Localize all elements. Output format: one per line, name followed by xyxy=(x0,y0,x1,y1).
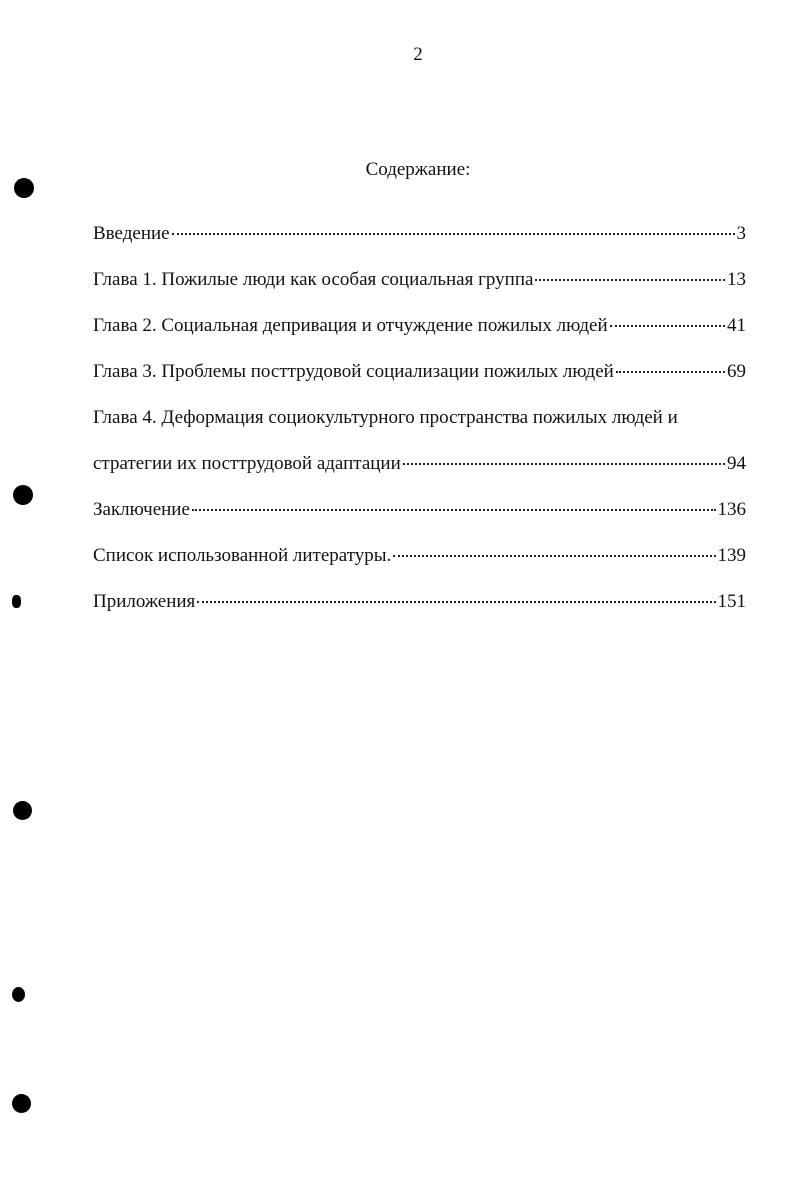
toc-entry-chapter-4 xyxy=(93,452,746,476)
toc-entry-label: Глава 3. Проблемы посттрудовой социализации пожилых людей xyxy=(93,361,614,382)
punch-hole-mark xyxy=(14,178,34,198)
toc-entry-label: Глава 1. Пожилые люди как особая социальная группа xyxy=(93,269,534,290)
dot-leader xyxy=(197,601,715,603)
toc-entry-chapter-2 xyxy=(93,314,746,338)
dot-leader xyxy=(616,371,725,373)
toc-entry-page: 151 xyxy=(717,591,746,612)
toc-entry-page: 139 xyxy=(717,545,746,566)
toc-entry-label: Список использованной литературы. xyxy=(93,545,392,566)
toc-entry-page: 136 xyxy=(717,499,746,520)
punch-hole-mark xyxy=(12,987,25,1002)
toc-entry-page: 3 xyxy=(736,223,746,244)
toc-entry-chapter-3 xyxy=(93,360,746,384)
toc-entry-label: Введение xyxy=(93,223,170,244)
punch-hole-mark xyxy=(12,595,21,608)
dot-leader xyxy=(393,555,715,557)
dot-leader xyxy=(610,325,725,327)
toc-entry-chapter-4-line-1: Глава 4. Деформация социокультурного пространства пожилых людей и xyxy=(93,407,678,428)
toc-entry-label: Глава 2. Социальная депривация и отчуждение пожилых людей xyxy=(93,315,608,336)
dot-leader xyxy=(403,463,725,465)
punch-hole-mark xyxy=(13,801,32,820)
toc-entry-page: 69 xyxy=(727,361,746,382)
toc-entry-page: 13 xyxy=(727,269,746,290)
punch-hole-mark xyxy=(12,1094,31,1113)
toc-entry-page: 94 xyxy=(727,453,746,474)
toc-entry-conclusion xyxy=(93,498,746,522)
toc-entry-page: 41 xyxy=(727,315,746,336)
toc-entry-label: Приложения xyxy=(93,591,196,612)
toc-title: Содержание: xyxy=(365,159,471,180)
toc-entry-introduction xyxy=(93,222,746,246)
dot-leader xyxy=(172,233,735,235)
toc-entry-label: стратегии их посттрудовой адаптации xyxy=(93,453,401,474)
toc-entry-label: Заключение xyxy=(93,499,190,520)
toc-entry-appendices xyxy=(93,590,746,614)
dot-leader xyxy=(192,509,716,511)
toc-entry-bibliography xyxy=(93,544,746,568)
toc-entry-chapter-1 xyxy=(93,268,746,292)
punch-hole-mark xyxy=(13,485,33,505)
page-number: 2 xyxy=(413,44,423,65)
dot-leader xyxy=(535,279,725,281)
